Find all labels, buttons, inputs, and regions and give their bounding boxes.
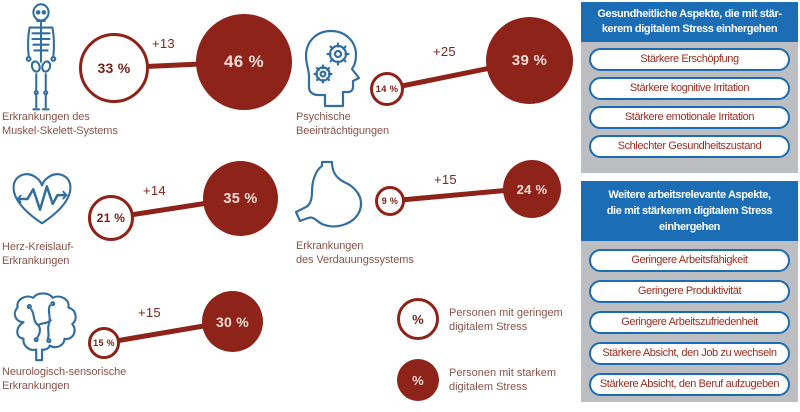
delta-digestive: +15 (434, 172, 457, 187)
low-stress-value-cardiovascular: 21 % (88, 195, 134, 241)
label-line: Beeinträchtigungen (296, 124, 389, 137)
legend-line: digitalem Stress (449, 321, 528, 333)
label-musculoskeletal (2, 111, 118, 138)
pill-geringere-arbeitsfaehigkeit: Geringere Arbeitsfähigkeit (589, 249, 790, 272)
legend-high-stress-label (449, 366, 556, 394)
panel-work-aspects-title (581, 181, 798, 241)
panel-health-aspects (581, 2, 798, 173)
head-gears-icon (298, 27, 364, 109)
low-stress-value-psychological: 14 % (370, 72, 404, 106)
label-line: Erkrankungen des (2, 111, 90, 123)
pill-geringere-arbeitszufriedenheit: Geringere Arbeitszufriedenheit (589, 311, 790, 334)
label-neurological (2, 366, 126, 393)
stomach-icon (290, 160, 368, 234)
panel-health-aspects-title (581, 2, 798, 42)
high-stress-value-cardiovascular: 35 % (203, 161, 278, 236)
label-line: Psychische (296, 111, 351, 123)
heart-pulse-icon (8, 166, 76, 232)
pill-geringere-produktivitaet: Geringere Produktivität (589, 280, 790, 303)
low-stress-value-musculoskeletal: 33 % (79, 33, 149, 103)
label-line: Erkrankungen (2, 379, 70, 392)
panel-title-line: kerem digitalem Stress einhergehen (601, 23, 778, 35)
high-stress-value-neurological: 30 % (202, 291, 263, 352)
legend-high-stress-circle: % (397, 359, 439, 401)
delta-neurological: +15 (138, 305, 161, 320)
low-stress-value-digestive: 9 % (375, 186, 405, 216)
label-line: Muskel-Skelett-Systems (2, 124, 118, 137)
label-digestive (296, 240, 414, 267)
pill-schlechter-gesundheitszustand: Schlechter Gesundheitszustand (589, 135, 790, 158)
delta-cardiovascular: +14 (143, 183, 166, 198)
label-cardiovascular (2, 241, 74, 268)
label-line: des Verdauungssystems (296, 253, 414, 266)
legend-line: Personen mit starkem (449, 367, 556, 379)
low-stress-value-neurological: 15 % (88, 327, 120, 359)
pill-staerkere-erschoepfung: Stärkere Erschöpfung (589, 48, 790, 71)
high-stress-value-musculoskeletal: 46 % (196, 14, 292, 110)
delta-musculoskeletal: +13 (152, 36, 175, 51)
pill-absicht-beruf-aufgeben: Stärkere Absicht, den Beruf aufzugeben (589, 373, 790, 396)
panel-work-aspects (581, 181, 798, 402)
label-line: Erkrankungen (296, 240, 364, 252)
legend-low-stress-label (449, 306, 563, 334)
label-line: Herz-Kreislauf- (2, 241, 74, 253)
pill-absicht-job-wechseln: Stärkere Absicht, den Job zu wechseln (589, 342, 790, 365)
label-line: Erkrankungen (2, 254, 70, 267)
legend-line: Personen mit geringem (449, 307, 563, 319)
skeleton-icon (22, 2, 60, 114)
legend-low-stress-circle: % (397, 298, 439, 340)
high-stress-value-psychological: 39 % (486, 17, 573, 104)
pill-staerkere-kognitive-irritation: Stärkere kognitive Irritation (589, 77, 790, 100)
brain-icon (4, 291, 82, 367)
panel-title-line: Gesundheitliche Aspekte, die mit stär- (597, 8, 782, 20)
label-line: Neurologisch-sensorische (2, 366, 127, 378)
panel-title-line: Weitere arbeitsrelevante Aspekte, (608, 189, 771, 201)
legend-line: digitalem Stress (449, 381, 528, 393)
panel-title-line: die mit stärkerem digitalem Stress (606, 205, 773, 217)
high-stress-value-digestive: 24 % (503, 160, 561, 218)
pill-staerkere-emotionale-irritation: Stärkere emotionale Irritation (589, 106, 790, 129)
delta-psychological: +25 (433, 44, 456, 59)
label-psychological (296, 111, 389, 138)
panel-title-line: einhergehen (658, 221, 720, 233)
